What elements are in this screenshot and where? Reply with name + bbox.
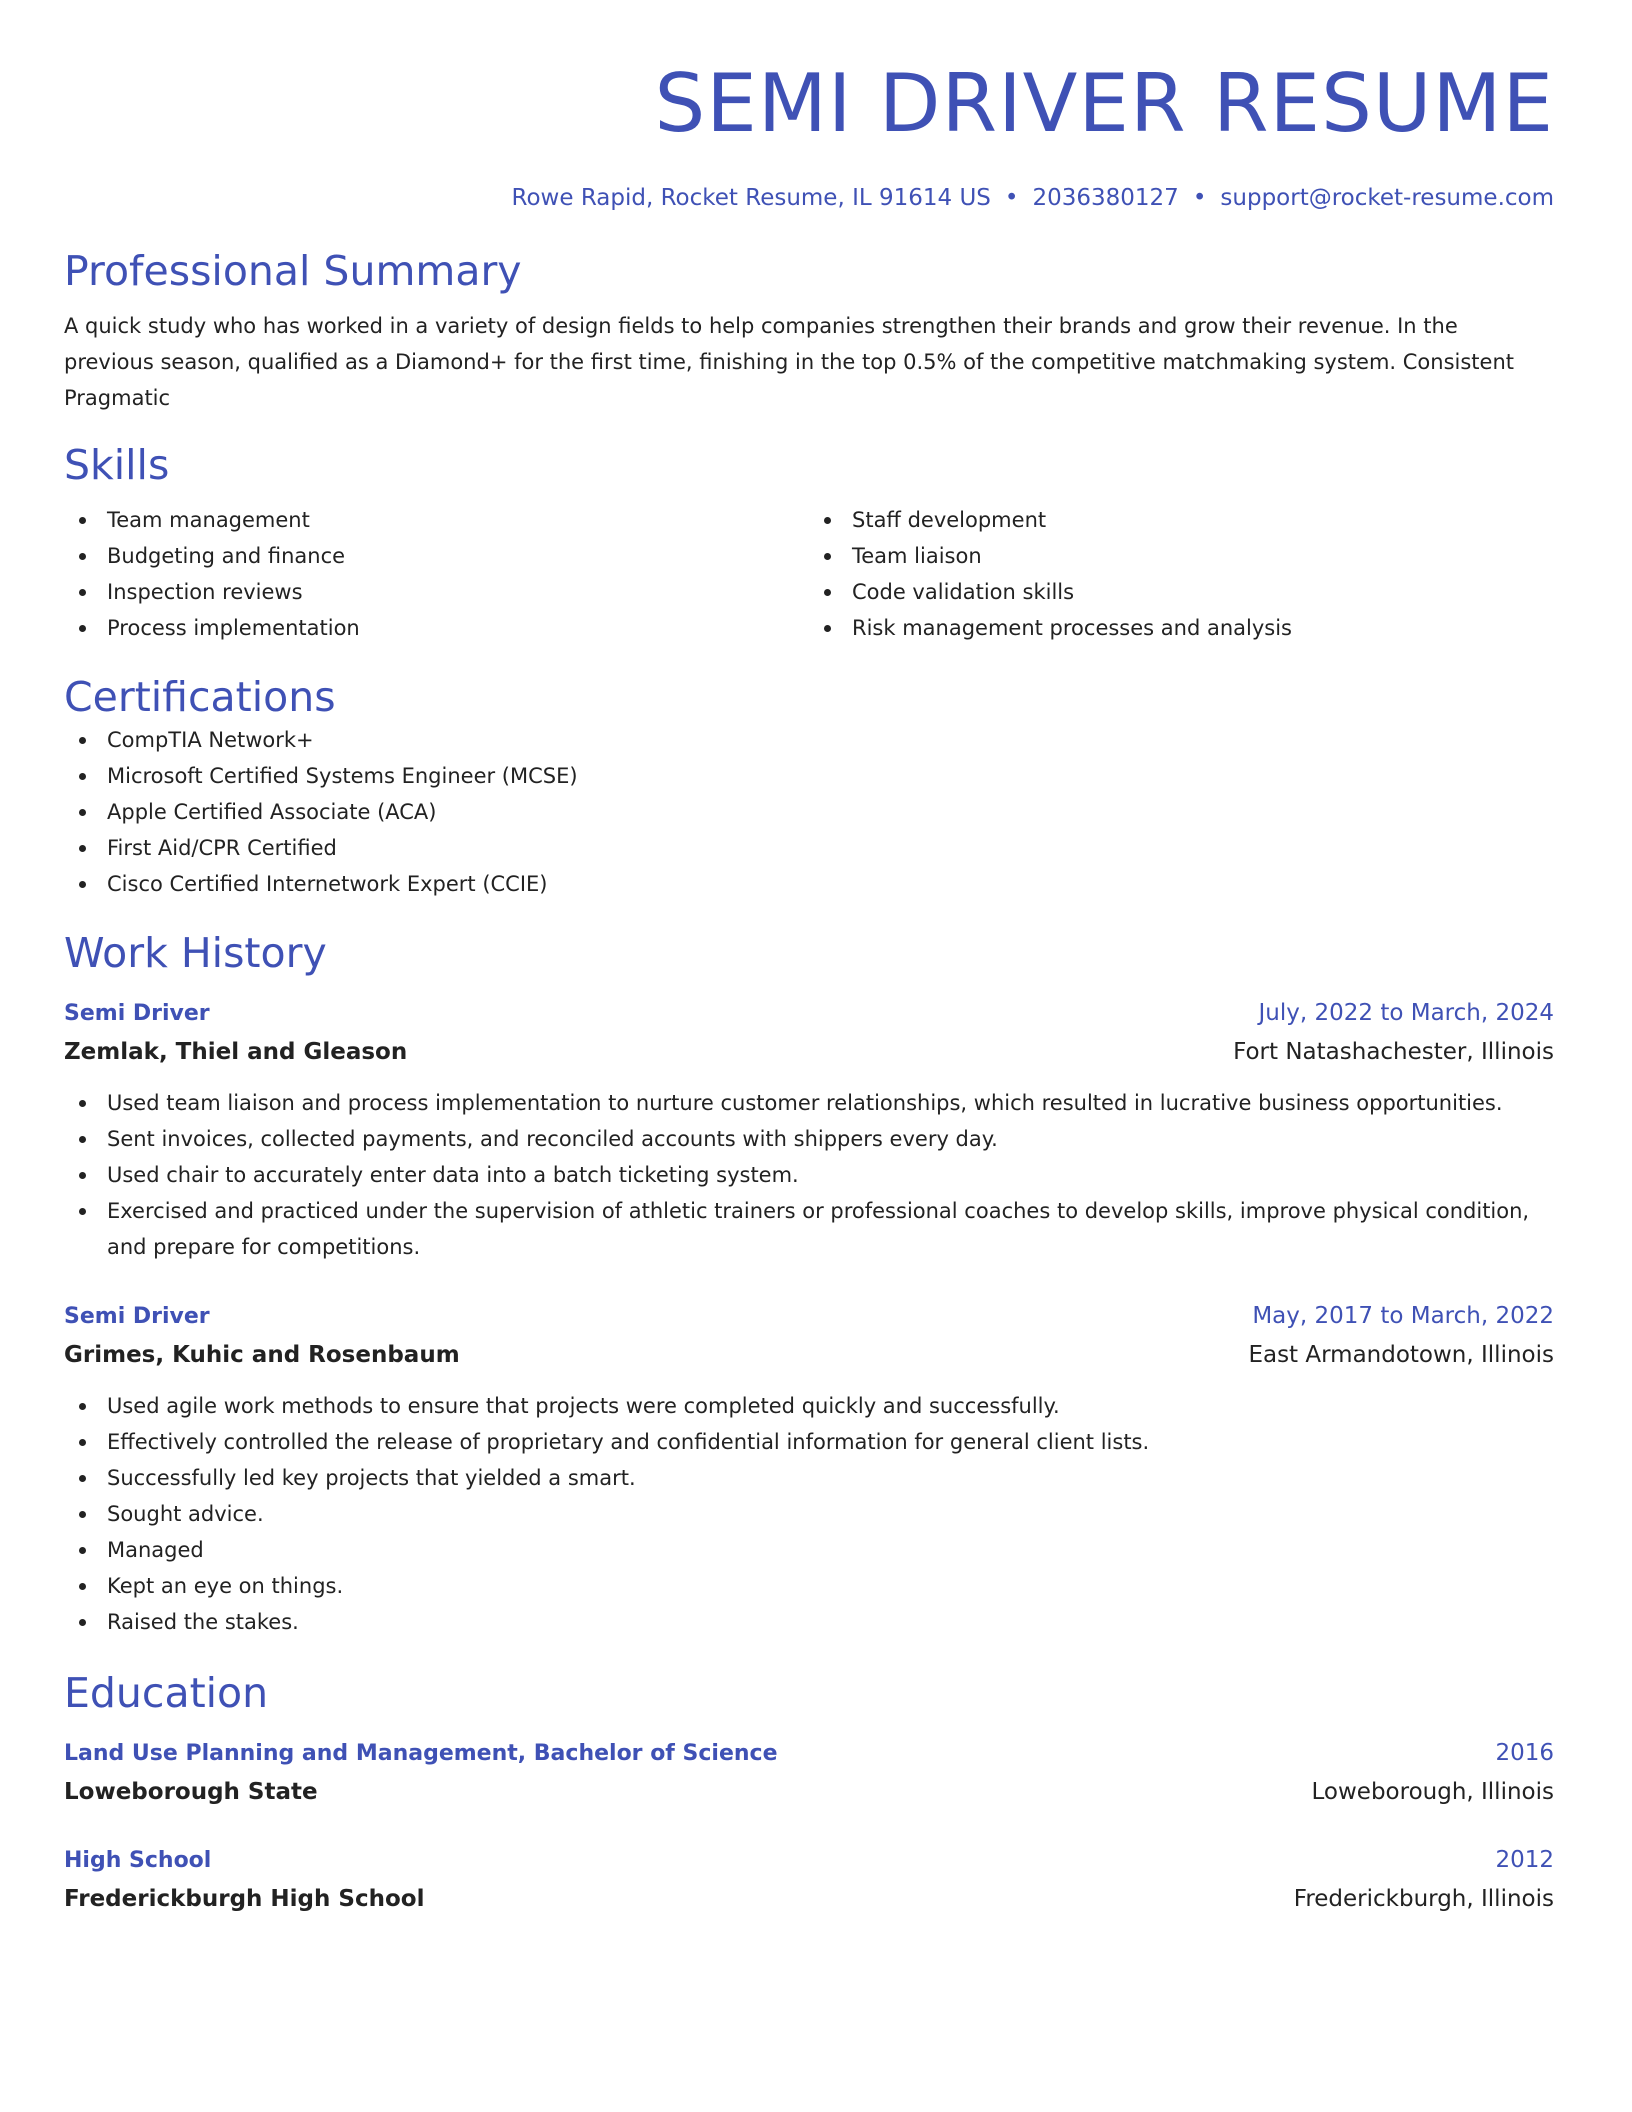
- education-entry: [64, 1841, 1554, 1918]
- job-header-row: [64, 994, 1554, 1033]
- job-employer-row: [64, 1033, 1554, 1071]
- resume-name: SEMI DRIVER RESUME: [654, 57, 1554, 150]
- summary-heading: Professional Summary: [64, 247, 522, 295]
- skills-heading: Skills: [64, 441, 170, 489]
- skill-item: Risk management processes and analysis: [809, 610, 1554, 646]
- contact-phone: 2036380127: [1032, 185, 1179, 211]
- job-duty: Used chair to accurately enter data into a batch ticketing system.: [64, 1157, 1554, 1193]
- job-entry: [64, 994, 1554, 1265]
- skill-item: Team management: [64, 502, 809, 538]
- summary-text: A quick study who has worked in a variety of design fields to help companies strengthen their brands and grow their revenue. In the previous season, qualified as a Diamond+ for the first time, finishing in the top 0.5% of the competitive matchmaking system. Consistent Pragmatic: [64, 314, 1514, 410]
- contact-email: support@rocket-resume.com: [1220, 185, 1554, 211]
- job-header-row: [64, 1297, 1554, 1336]
- education-year: 2016: [1495, 1740, 1554, 1766]
- skill-item: Inspection reviews: [64, 574, 809, 610]
- job-dates: July, 2022 to March, 2024: [1258, 1000, 1554, 1026]
- contact-separator: •: [1192, 185, 1207, 211]
- education-degree: High School: [64, 1848, 212, 1873]
- job-duty: Kept an eye on things.: [64, 1568, 1554, 1604]
- education-location: Frederickburgh, Illinois: [1293, 1886, 1554, 1912]
- job-duty: Exercised and practiced under the supervision of athletic trainers or professional coaches to develop skills, improve physical condition, and prepare for competitions.: [64, 1193, 1554, 1265]
- education-location: Loweborough, Illinois: [1311, 1779, 1554, 1805]
- certifications-heading: Certifications: [64, 673, 336, 721]
- resume-page: [64, 56, 1554, 1918]
- job-duty: Effectively controlled the release of proprietary and confidential information for general client lists.: [64, 1424, 1554, 1460]
- education-school-row: [64, 1773, 1554, 1811]
- skill-item: Team liaison: [809, 538, 1554, 574]
- job-title: Semi Driver: [64, 1304, 210, 1329]
- job-title: Semi Driver: [64, 1001, 210, 1026]
- work-history-heading: Work History: [64, 929, 327, 977]
- education-school-row: [64, 1880, 1554, 1918]
- job-employer-row: [64, 1336, 1554, 1374]
- certification-item: Cisco Certified Internetwork Expert (CCIE): [64, 866, 1554, 902]
- job-duty: Used agile work methods to ensure that projects were completed quickly and successfully.: [64, 1388, 1554, 1424]
- job-duties-list: [64, 1085, 1554, 1265]
- job-entry: [64, 1297, 1554, 1640]
- skill-item: Code validation skills: [809, 574, 1554, 610]
- education-school: Frederickburgh High School: [64, 1886, 425, 1912]
- contact-line: [64, 183, 1554, 213]
- job-company: Zemlak, Thiel and Gleason: [64, 1039, 408, 1065]
- certification-item: First Aid/CPR Certified: [64, 830, 1554, 866]
- education-header-row: [64, 1734, 1554, 1773]
- skill-item: Staff development: [809, 502, 1554, 538]
- certification-item: Apple Certified Associate (ACA): [64, 794, 1554, 830]
- job-duty: Managed: [64, 1532, 1554, 1568]
- skill-item: Budgeting and finance: [64, 538, 809, 574]
- education-entry: [64, 1734, 1554, 1811]
- education-header-row: [64, 1841, 1554, 1880]
- job-dates: May, 2017 to March, 2022: [1252, 1303, 1554, 1329]
- job-duties-list: [64, 1388, 1554, 1640]
- contact-address: Rowe Rapid, Rocket Resume, IL 91614 US: [511, 185, 991, 211]
- certification-item: CompTIA Network+: [64, 722, 1554, 758]
- job-duty: Sought advice.: [64, 1496, 1554, 1532]
- education-school: Loweborough State: [64, 1779, 318, 1805]
- job-duty: Raised the stakes.: [64, 1604, 1554, 1640]
- job-company: Grimes, Kuhic and Rosenbaum: [64, 1342, 460, 1368]
- certification-item: Microsoft Certified Systems Engineer (MCSE): [64, 758, 1554, 794]
- education-degree: Land Use Planning and Management, Bachelor of Science: [64, 1741, 778, 1766]
- certifications-list: [64, 722, 1554, 902]
- job-duty: Sent invoices, collected payments, and reconciled accounts with shippers every day.: [64, 1121, 1554, 1157]
- contact-separator: •: [1004, 185, 1019, 211]
- job-location: Fort Natashachester, Illinois: [1233, 1039, 1554, 1065]
- job-location: East Armandotown, Illinois: [1248, 1342, 1554, 1368]
- skill-item: Process implementation: [64, 610, 809, 646]
- job-duty: Used team liaison and process implementation to nurture customer relationships, which resulted in lucrative business opportunities.: [64, 1085, 1554, 1121]
- skills-list-left: [64, 502, 809, 646]
- education-heading: Education: [64, 1669, 269, 1717]
- education-year: 2012: [1495, 1847, 1554, 1873]
- skills-grid: [64, 502, 1554, 646]
- job-duty: Successfully led key projects that yielded a smart.: [64, 1460, 1554, 1496]
- skills-list-right: [809, 502, 1554, 646]
